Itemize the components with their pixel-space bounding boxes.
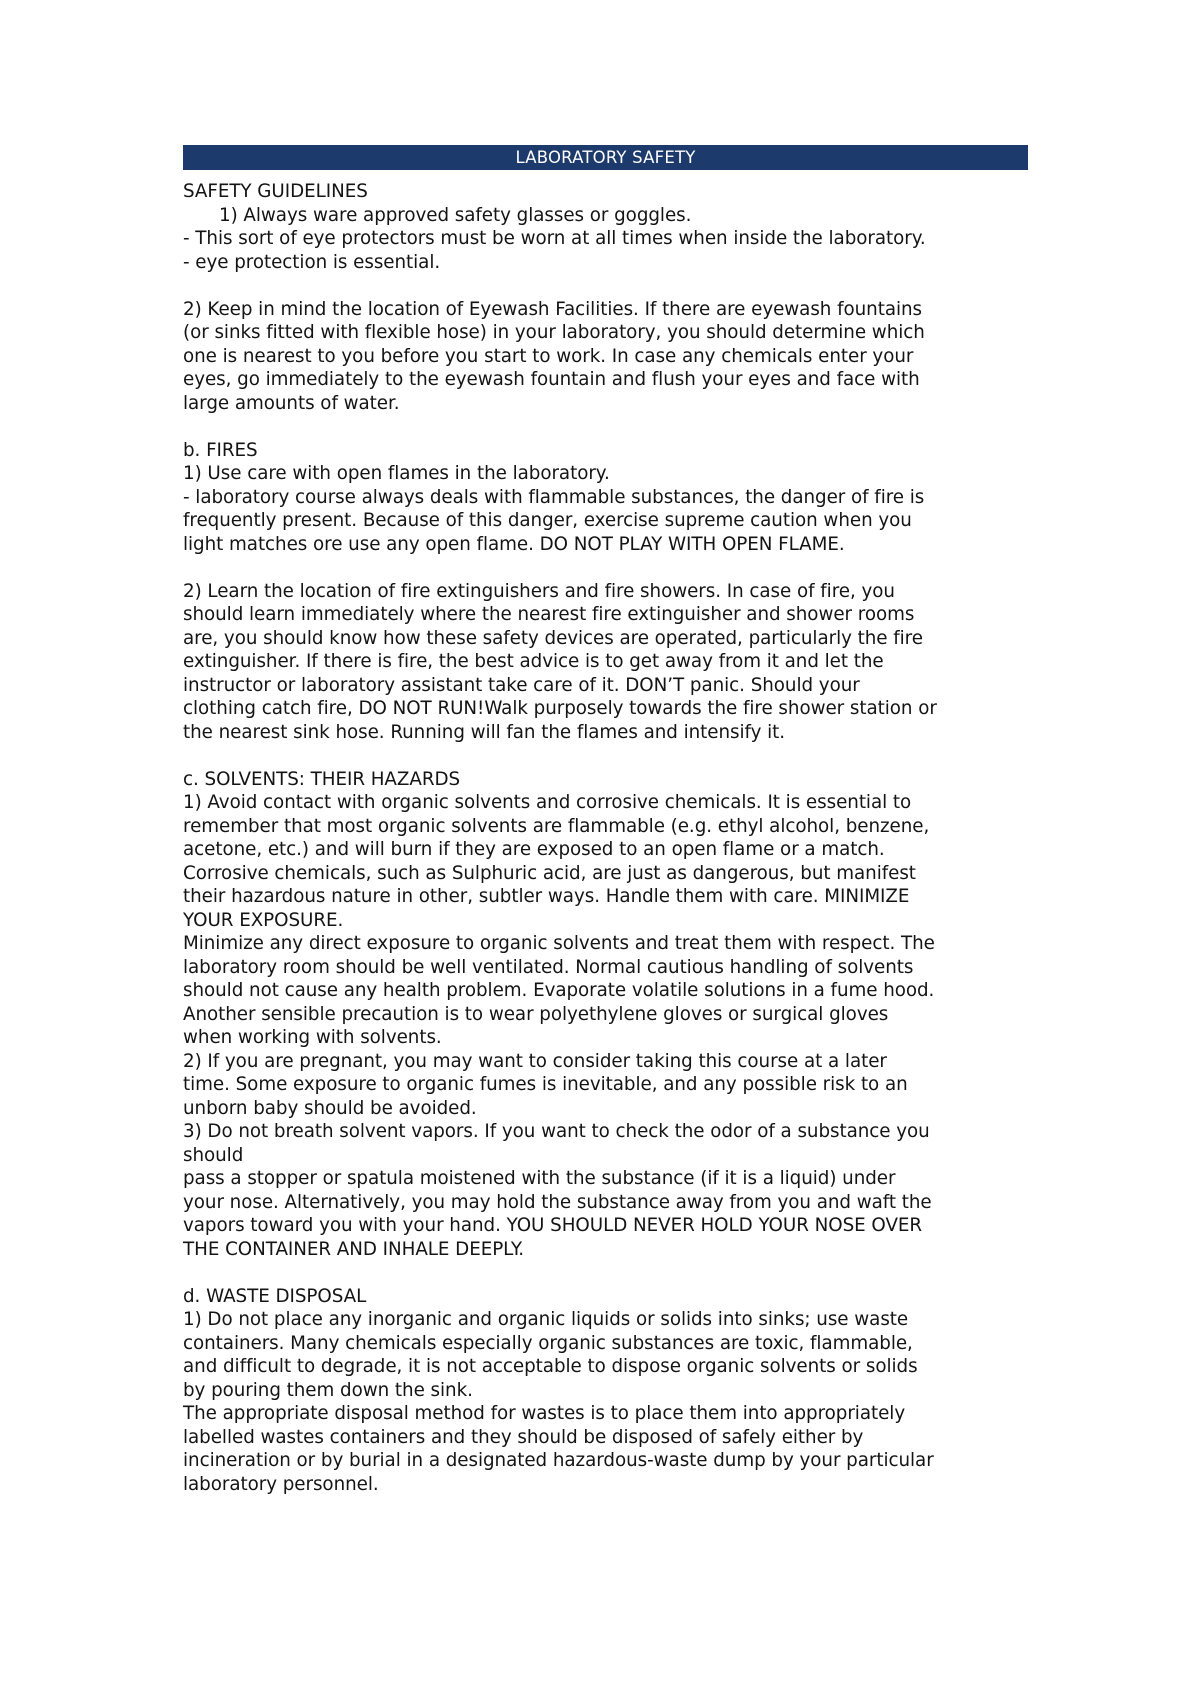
text-line: b. FIRES: [183, 439, 258, 461]
text-line: clothing catch fire, DO NOT RUN!Walk purposely towards the fire shower station or: [183, 698, 937, 719]
text-line: unborn baby should be avoided.: [183, 1097, 477, 1119]
text-line: should: [183, 1144, 244, 1166]
text-line: large amounts of water.: [183, 392, 400, 414]
text-line: 1) Do not place any inorganic and organic liquids or solids into sinks; use waste: [183, 1309, 909, 1330]
text-line: THE CONTAINER AND INHALE DEEPLY.: [183, 1238, 525, 1260]
document-page: [183, 145, 1028, 1496]
text-line: 1) Avoid contact with organic solvents and corrosive chemicals. It is essential to: [183, 792, 912, 813]
text-line: one is nearest to you before you start to work. In case any chemicals enter your: [183, 345, 914, 367]
text-line: laboratory personnel.: [183, 1473, 379, 1495]
text-line: 3) Do not breath solvent vapors. If you want to check the odor of a substance you: [183, 1121, 930, 1142]
text-line: YOUR EXPOSURE.: [183, 909, 344, 931]
text-line: extinguisher. If there is fire, the best advice is to get away from it and let the: [183, 651, 884, 672]
text-line: vapors toward you with your hand. YOU SHOULD NEVER HOLD YOUR NOSE OVER: [183, 1215, 923, 1236]
text-line: 2) Learn the location of fire extinguishers and fire showers. In case of fire, you: [183, 580, 895, 602]
text-line: your nose. Alternatively, you may hold the substance away from you and waft the: [183, 1191, 932, 1213]
text-line: frequently present. Because of this danger, exercise supreme caution when you: [183, 510, 912, 531]
text-line: instructor or laboratory assistant take care of it. DON’T panic. Should your: [183, 674, 860, 696]
text-line: c. SOLVENTS: THEIR HAZARDS: [183, 768, 461, 790]
text-line: - This sort of eye protectors must be worn at all times when inside the laboratory.: [183, 228, 926, 249]
blank-line: [183, 1261, 1028, 1285]
text-line: 2) Keep in mind the location of Eyewash Facilities. If there are eyewash fountains: [183, 298, 923, 320]
text-line: time. Some exposure to organic fumes is inevitable, and any possible risk to an: [183, 1074, 908, 1095]
text-line: - eye protection is essential.: [183, 251, 441, 273]
text-line: incineration or by burial in a designated hazardous-waste dump by your particular: [183, 1450, 934, 1471]
text-line: and difficult to degrade, it is not acceptable to dispose organic solvents or solids: [183, 1356, 918, 1377]
text-line: The appropriate disposal method for wastes is to place them into appropriately: [183, 1403, 906, 1424]
text-line: containers. Many chemicals especially organic substances are toxic, flammable,: [183, 1332, 913, 1354]
text-line: eyes, go immediately to the eyewash fountain and flush your eyes and face with: [183, 369, 920, 390]
blank-line: [183, 556, 1028, 580]
text-line: 1) Always ware approved safety glasses or goggles.: [219, 204, 692, 226]
text-line: (or sinks fitted with flexible hose) in your laboratory, you should determine which: [183, 322, 925, 343]
text-line: should not cause any health problem. Evaporate volatile solutions in a fume hood.: [183, 980, 935, 1001]
text-line: light matches ore use any open flame. DO NOT PLAY WITH OPEN FLAME.: [183, 533, 845, 555]
text-line: Minimize any direct exposure to organic solvents and treat them with respect. The: [183, 933, 935, 954]
blank-line: [183, 744, 1028, 768]
text-line: d. WASTE DISPOSAL: [183, 1285, 367, 1307]
text-line: pass a stopper or spatula moistened with the substance (if it is a liquid) under: [183, 1168, 896, 1189]
text-line: acetone, etc.) and will burn if they are exposed to an open flame or a match.: [183, 839, 885, 860]
text-line: remember that most organic solvents are flammable (e.g. ethyl alcohol, benzene,: [183, 815, 930, 837]
text-line: Another sensible precaution is to wear polyethylene gloves or surgical gloves: [183, 1003, 889, 1025]
text-line: - laboratory course always deals with flammable substances, the danger of fire is: [183, 486, 925, 508]
text-line: by pouring them down the sink.: [183, 1379, 473, 1401]
text-line: 1) Use care with open flames in the laboratory.: [183, 463, 610, 484]
text-line: labelled wastes containers and they should be disposed of safely either by: [183, 1426, 864, 1448]
blank-line: [183, 274, 1028, 298]
blank-line: [183, 415, 1028, 439]
text-line: should learn immediately where the nearest fire extinguisher and shower rooms: [183, 604, 915, 625]
document-body: [183, 180, 1028, 1496]
text-line: SAFETY GUIDELINES: [183, 181, 368, 202]
text-line: Corrosive chemicals, such as Sulphuric acid, are just as dangerous, but manifest: [183, 862, 916, 884]
text-line: their hazardous nature in other, subtler ways. Handle them with care. MINIMIZE: [183, 886, 910, 907]
text-line: 2) If you are pregnant, you may want to consider taking this course at a later: [183, 1050, 887, 1072]
text-line: laboratory room should be well ventilated. Normal cautious handling of solvents: [183, 956, 914, 978]
text-line: are, you should know how these safety devices are operated, particularly the fire: [183, 627, 923, 649]
document-title: LABORATORY SAFETY: [183, 145, 1028, 170]
text-line: the nearest sink hose. Running will fan the flames and intensify it.: [183, 721, 786, 743]
text-line: when working with solvents.: [183, 1027, 442, 1048]
